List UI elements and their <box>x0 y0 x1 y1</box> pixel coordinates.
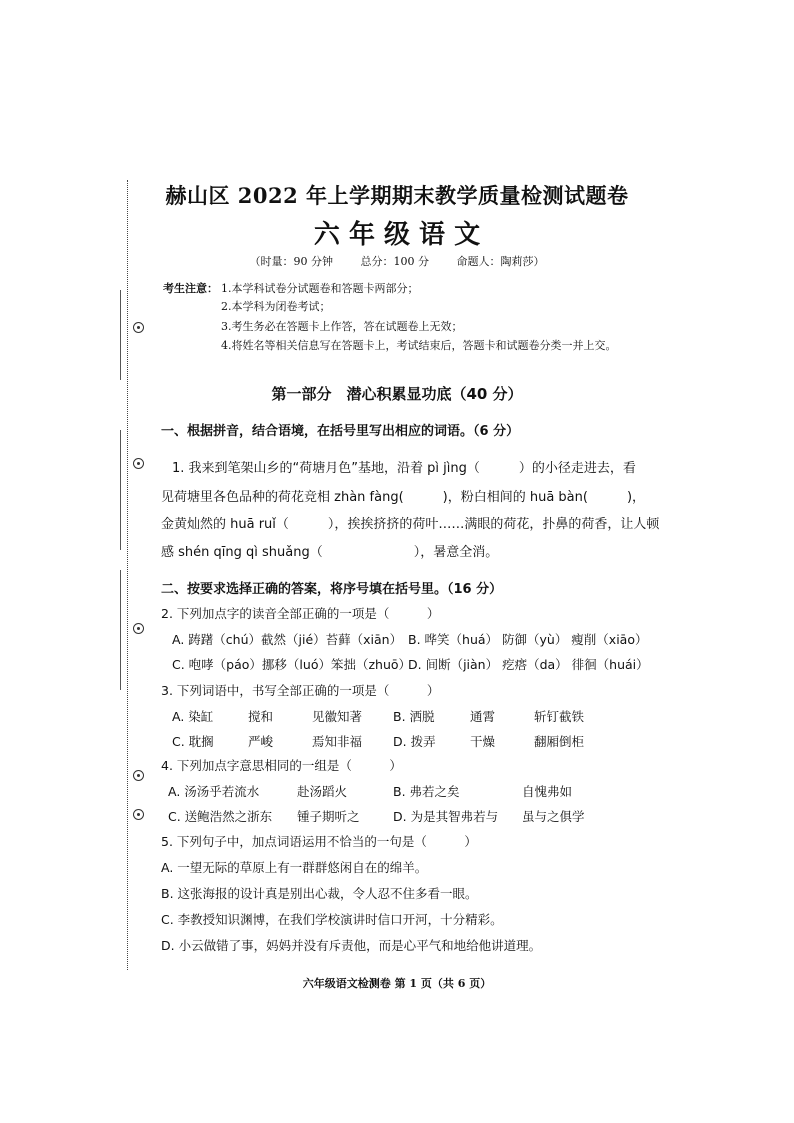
binding-hole-icon <box>133 458 144 469</box>
option-a: A. 一望无际的草原上有一群群悠闲自在的绵羊。 <box>161 860 428 875</box>
part-heading: 第一部分 潜心积累显功底（40 分） <box>271 385 523 403</box>
question-stem: 4. 下列加点字意思相同的一组是（ ） <box>161 758 402 773</box>
binding-hole-icon <box>133 770 144 781</box>
exam-time: （时量：90 分钟 <box>249 255 333 268</box>
option-c-word: 锺子期听之 <box>297 809 360 824</box>
question-stem: 3. 下列词语中，书写全部正确的一项是（ ） <box>161 683 440 698</box>
option-b-word: 自愧弗如 <box>522 784 573 799</box>
exam-author: 命题人：陶莉莎） <box>456 255 545 268</box>
margin-rule <box>120 430 121 550</box>
notice-item: 1.本学科试卷分试题卷和答题卡两部分； <box>221 282 419 295</box>
option-b: B. 弗若之矣 <box>393 784 460 799</box>
option-c: C. 送鲍浩然之浙东 <box>168 809 273 824</box>
margin-rule <box>120 290 121 380</box>
option-a: A. 汤汤乎若流水 <box>168 784 260 799</box>
binding-hole-icon <box>133 322 144 333</box>
option-b-word: 通霄 <box>470 709 496 724</box>
exam-subject: 六 年 级 语 文 <box>313 220 481 250</box>
option-b: B. 洒脱 <box>393 709 435 724</box>
question-text: 1. 我来到笔架山乡的“荷塘月色”基地，沿着 pì jìng（ ）的小径走进去，看 <box>172 461 636 476</box>
page-footer: 六年级语文检测卷 第 1 页（共 6 页） <box>302 977 492 990</box>
question-heading: 二、按要求选择正确的答案，将序号填在括号里。（16 分） <box>161 582 503 597</box>
option-a: A. 染缸 <box>172 709 214 724</box>
option-c-word: 严峻 <box>248 734 274 749</box>
option-d: D. 拨弄 <box>393 734 436 749</box>
notice-item: 3.考生务必在答题卡上作答，答在试题卷上无效； <box>221 320 463 333</box>
notice-item: 2.本学科为闭卷考试； <box>221 300 331 313</box>
option-b-word: 斩钉截铁 <box>534 709 585 724</box>
option-d-word: 翻厢倒柜 <box>534 734 585 749</box>
option-b: B. 哗笑（huá） 防御（yù） 瘦削（xiāo） <box>408 632 648 647</box>
question-text: 感 shén qīng qì shuǎng（ ），暑意全消。 <box>161 545 499 560</box>
option-a: A. 踌躇（chú）截然（jié）苔藓（xiān） <box>172 632 403 647</box>
option-d: D. 间断（jiàn） 疙瘩（da） 徘徊（huái） <box>408 657 649 672</box>
binding-hole-icon <box>133 623 144 634</box>
notice-item: 4.将姓名等相关信息写在答题卡上，考试结束后，答题卡和试题卷分类一并上交。 <box>221 339 617 352</box>
option-a-word: 赴汤蹈火 <box>297 784 348 799</box>
option-c: C. 李教授知识渊博，在我们学校演讲时信口开河，十分精彩。 <box>161 912 503 927</box>
option-a-word: 见徽知著 <box>312 709 363 724</box>
option-d: D. 小云做错了事，妈妈并没有斥责他，而是心平气和地给他讲道理。 <box>161 938 542 953</box>
option-c: C. 耽搁 <box>172 734 214 749</box>
exam-title: 赫山区 2022 年上学期期末教学质量检测试题卷 <box>165 183 629 208</box>
question-stem: 5. 下列句子中，加点词语运用不恰当的一句是（ ） <box>161 834 477 849</box>
exam-meta <box>0 253 794 269</box>
binding-hole-icon <box>133 809 144 820</box>
question-text: 见荷塘里各色品种的荷花竞相 zhàn fàng( )，粉白相间的 huā bàn( )， <box>161 490 646 505</box>
question-stem: 2. 下列加点字的读音全部正确的一项是（ ） <box>161 606 440 621</box>
option-c: C. 咆哮（páo）挪移（luó）笨拙（zhuō） <box>172 657 412 672</box>
option-d: D. 为是其智弗若与 <box>393 809 499 824</box>
option-d-word: 干燥 <box>470 734 496 749</box>
margin-rule <box>120 570 121 690</box>
exam-score: 总分：100 分 <box>360 255 429 268</box>
option-b: B. 这张海报的设计真是别出心裁，令人忍不住多看一眼。 <box>161 886 478 901</box>
option-a-word: 搅和 <box>248 709 274 724</box>
binding-dotted-line <box>127 180 128 970</box>
notice-label: 考生注意： <box>163 282 218 295</box>
question-text: 金黄灿然的 huā ruǐ（ ），挨挨挤挤的荷叶……满眼的荷花，扑鼻的荷香，让人顿 <box>161 517 660 532</box>
option-d-word: 虽与之俱学 <box>522 809 585 824</box>
question-heading: 一、根据拼音，结合语境，在括号里写出相应的词语。（6 分） <box>161 424 520 439</box>
option-c-word: 焉知非福 <box>312 734 363 749</box>
